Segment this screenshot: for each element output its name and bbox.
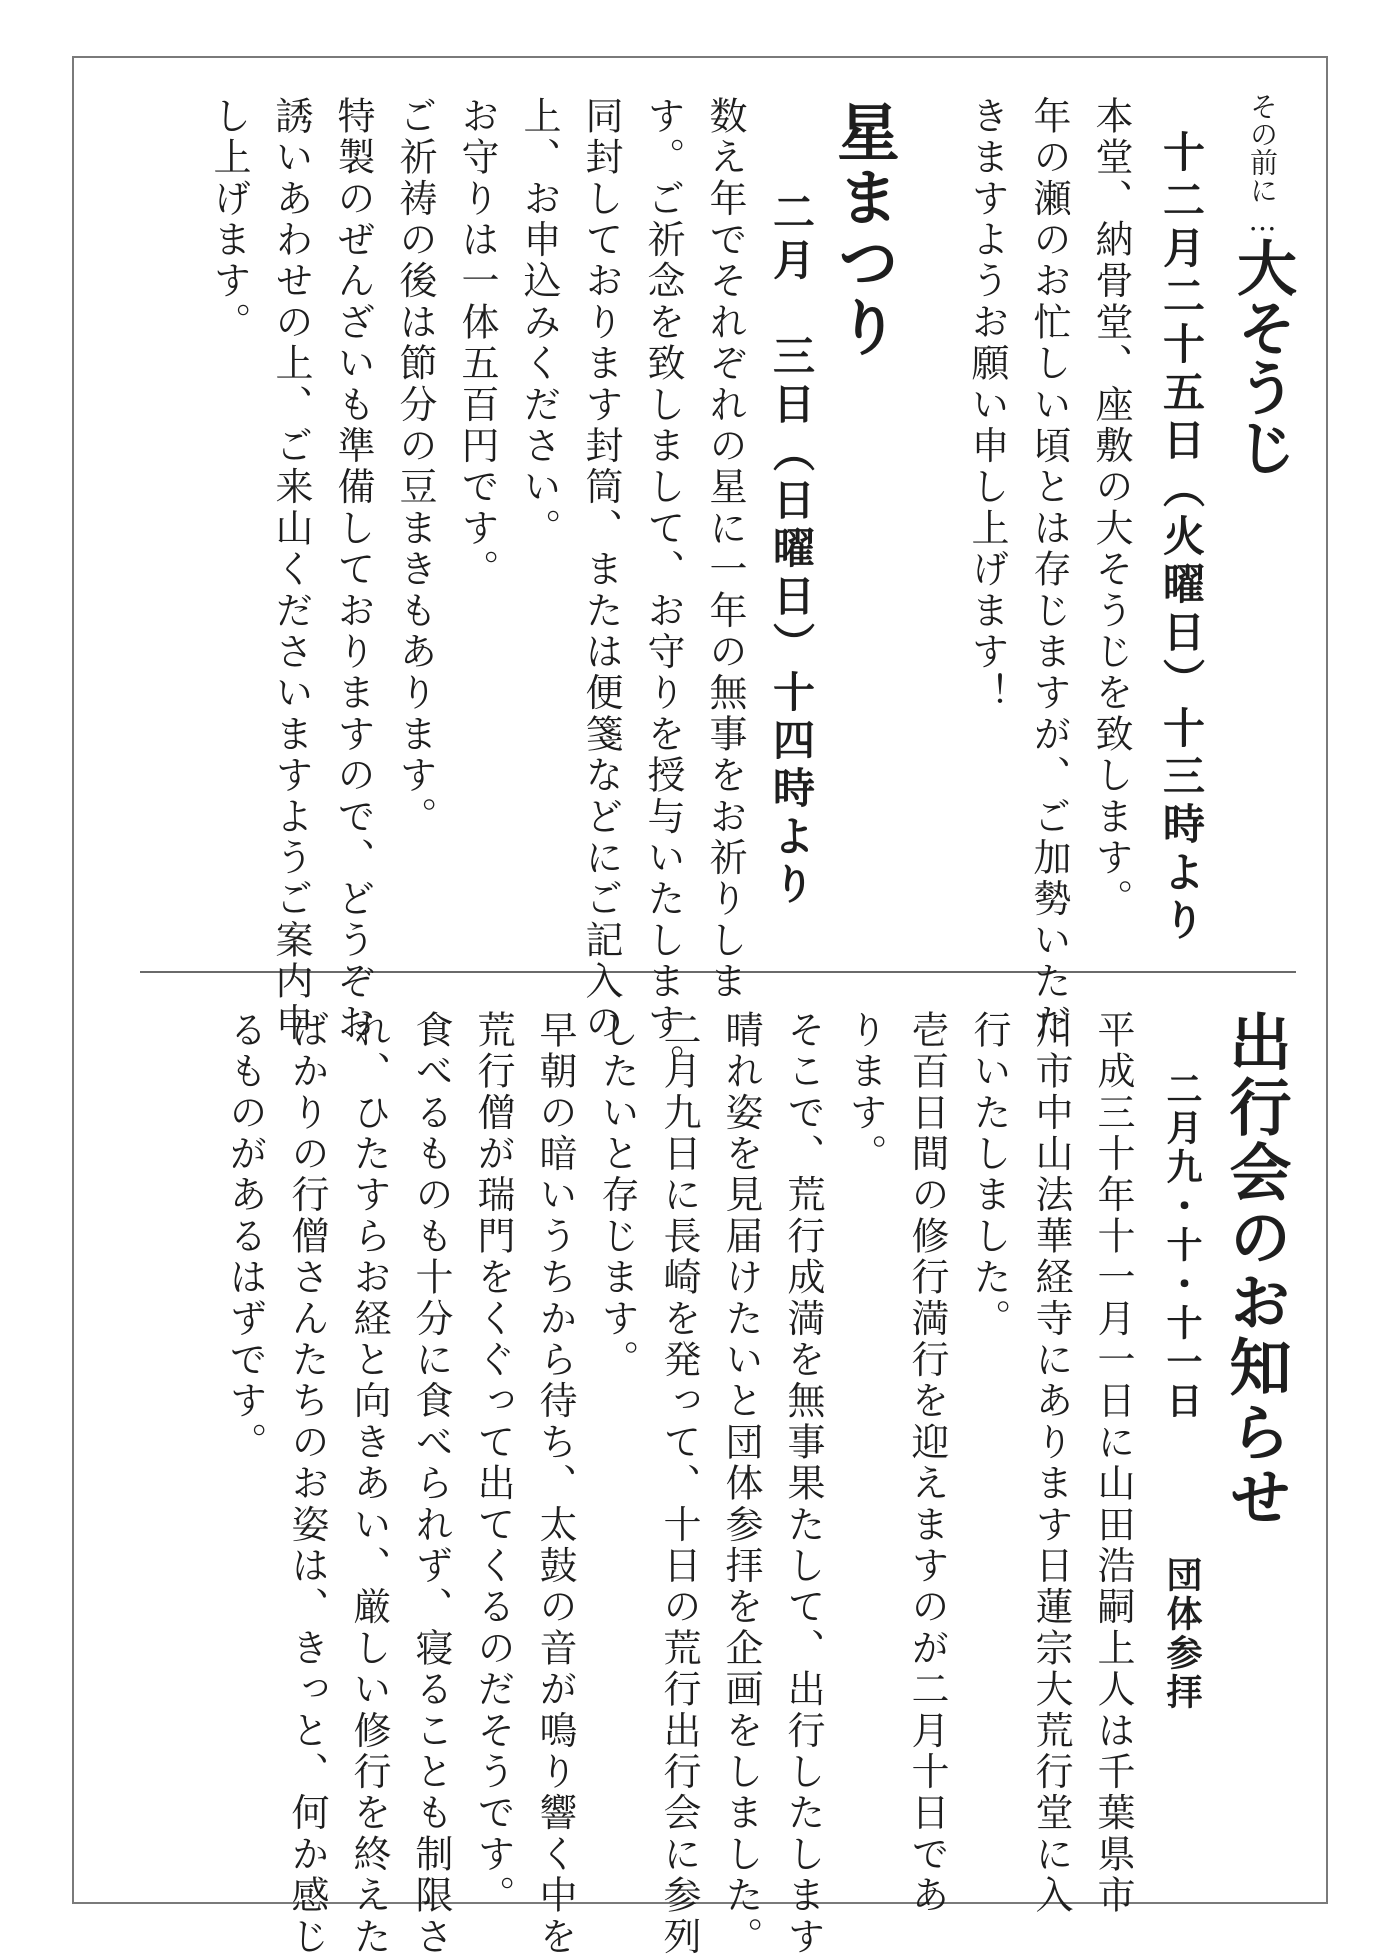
osoji-line-2: 年の瀬のお忙しい頃とは存じますが、ご加勢いただ [1027, 96, 1071, 1044]
shugyoe-line-11: 荒行僧が瑞門をくぐって出てくるのだそうです。 [471, 1010, 515, 1917]
shugyoe-line-1: 平成三十年十一月一日に山田浩嗣上人は千葉県市 [1091, 1010, 1135, 1917]
osoji-heading [1227, 92, 1297, 477]
osoji-intro: その前に… [1246, 92, 1279, 237]
hoshimatsuri-line-9: し上げます。 [207, 96, 251, 344]
hoshimatsuri-line-6: ご祈祷の後は節分の豆まきもあります。 [393, 96, 437, 838]
hoshimatsuri-line-7: 特製のぜんざいも準備しておりますので、どうぞお [331, 96, 375, 1044]
hoshimatsuri-line-4: 上、お申込みください。 [517, 96, 561, 550]
shugyoe-line-14: ばかりの行僧さんたちのお姿は、きっと、何か感じ [285, 1010, 329, 1958]
shugyoe-line-5: ります。 [843, 1010, 887, 1175]
osoji-title: 大そうじ [1227, 237, 1297, 477]
shugyoe-tour-label: 団体参拝 [1161, 1556, 1203, 1712]
shugyoe-line-4: 壱百日間の修行満行を迎えますのが二月十日であ [905, 1010, 949, 1917]
shugyoe-line-15: るものがあるはずです。 [223, 1010, 267, 1464]
hoshimatsuri-line-1: 数え年でそれぞれの星に一年の無事をお祈りしま [703, 96, 747, 1003]
shugyoe-line-12: 食べるものも十分に食べられず、寝ることも制限さ [409, 1010, 453, 1958]
hoshimatsuri-title: 星まつり [827, 100, 900, 360]
hoshimatsuri-line-5: お守りは一体五百円です。 [455, 96, 499, 591]
hoshimatsuri-date: 二月 三日（日曜日）十四時より [767, 190, 816, 910]
shugyoe-date: 二月九・十・十一日 [1161, 1070, 1203, 1421]
shugyoe-line-6: そこで、荒行成満を無事果たして、出行したします [781, 1010, 825, 1958]
hoshimatsuri-line-8: 誘いあわせの上、ご来山くださいますようご案内申 [269, 96, 313, 1044]
osoji-line-1: 本堂、納骨堂、座敷の大そうじを致します。 [1089, 96, 1133, 920]
shugyoe-line-9: したいと存じます。 [595, 1010, 639, 1381]
shugyoe-line-3: 行いたしました。 [967, 1010, 1011, 1340]
hoshimatsuri-line-2: す。ご祈念を致しまして、お守りを授与いたします。 [641, 96, 685, 1085]
osoji-line-3: きますようお願い申し上げます！ [965, 96, 1009, 714]
shugyoe-title: 出行会のお知らせ [1219, 1010, 1292, 1530]
shugyoe-line-10: 早朝の暗いうちから待ち、太鼓の音が鳴り響く中を [533, 1010, 577, 1958]
shugyoe-line-8: 二月九日に長崎を発って、十日の荒行出行会に参列 [657, 1010, 701, 1958]
shugyoe-line-13: れ、ひたすらお経と向きあい、厳しい修行を終えた [347, 1010, 391, 1958]
osoji-date: 十二月二十五日（火曜日）十三時より [1157, 130, 1206, 946]
shugyoe-line-2: 川市中山法華経寺にあります日蓮宗大荒行堂に入 [1029, 1010, 1073, 1917]
hoshimatsuri-line-3: 同封しております封筒、または便箋などにご記入の [579, 96, 623, 1044]
shugyoe-line-7: 晴れ姿を見届けたいと団体参拝を企画をしました。 [719, 1010, 763, 1958]
